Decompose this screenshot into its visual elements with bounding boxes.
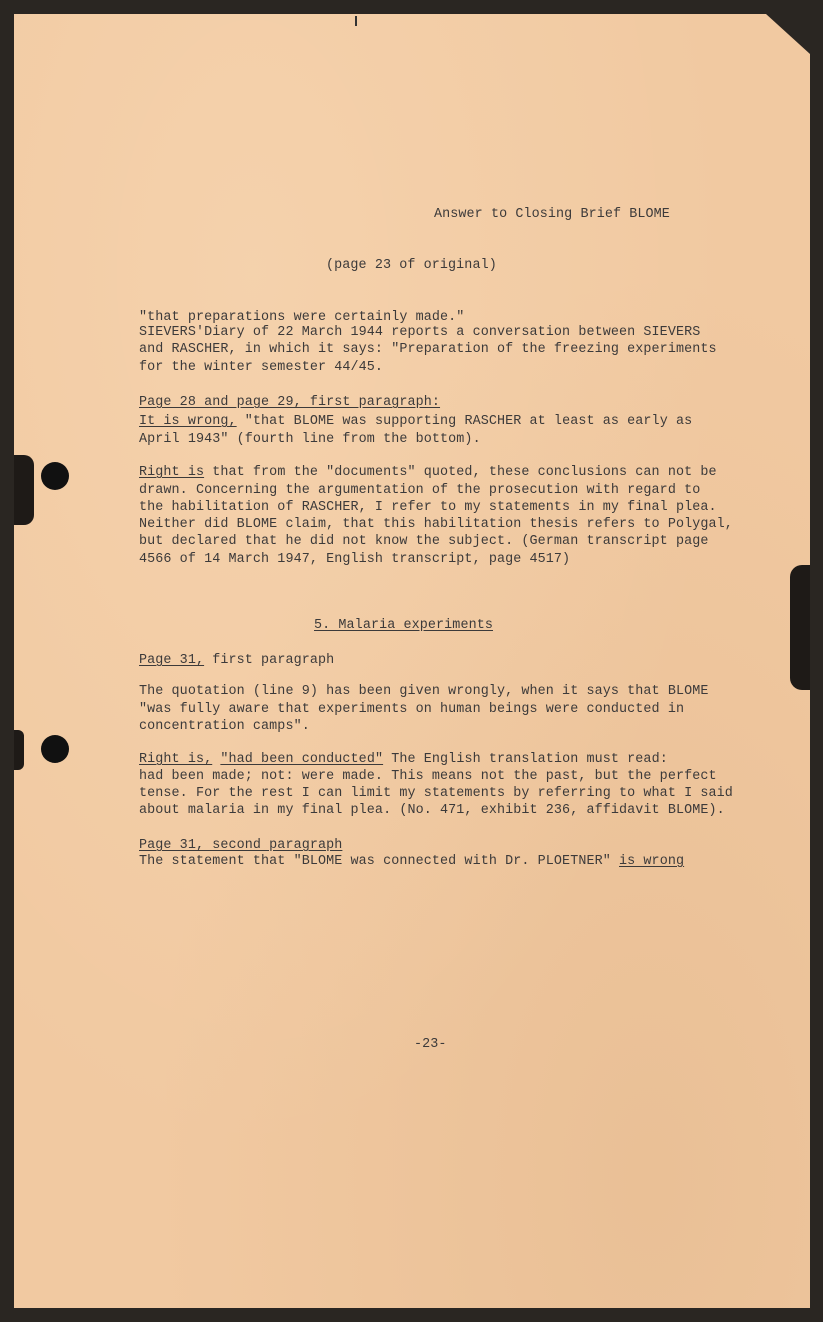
document-page (14, 14, 810, 1308)
wrong-line-2: April 1943" (fourth line from the bottom). (139, 432, 481, 447)
intro-line-4: for the winter semester 44/45. (139, 360, 384, 375)
right-line-1-rest: that from the "documents" quoted, these conclusions can not be (204, 465, 717, 480)
malaria-right-line-1-rest: The English translation must read: (383, 752, 668, 767)
malaria-right-label: Right is, (139, 752, 213, 767)
punch-hole-top (41, 462, 69, 490)
right-label: Right is (139, 465, 205, 480)
top-mark (355, 16, 357, 26)
quotation-line-1: The quotation (line 9) has been given wrongly, when it says that BLOME (139, 684, 709, 699)
wrong-line-1 (139, 413, 692, 431)
wrong-label: It is wrong, (139, 414, 237, 429)
section-heading-page-28-29: Page 28 and page 29, first paragraph: (139, 395, 441, 410)
page-reference: (page 23 of original) (326, 258, 497, 273)
section-heading-malaria: 5. Malaria experiments (314, 618, 493, 633)
page-31-first-paragraph (139, 652, 334, 670)
wrong-line-1-rest: "that BLOME was supporting RASCHER at least as early as (236, 414, 693, 429)
right-line-2: drawn. Concerning the argumentation of the prosecution with regard to (139, 483, 701, 498)
punch-hole-bottom (41, 735, 69, 763)
right-edge-tear (790, 565, 810, 690)
intro-line-2: SIEVERS'Diary of 22 March 1944 reports a conversation between SIEVERS (139, 325, 701, 340)
document-title: Answer to Closing Brief BLOME (434, 207, 670, 222)
malaria-right-quote: "had been conducted" (220, 752, 384, 767)
left-tear-top (14, 455, 34, 525)
right-line-4: Neither did BLOME claim, that this habilitation thesis refers to Polygal, (139, 517, 733, 532)
malaria-right-line-2: had been made; not: were made. This means not the past, but the perfect (139, 769, 717, 784)
left-tear-bottom (14, 730, 24, 770)
malaria-right-line-4: about malaria in my final plea. (No. 471, exhibit 236, affidavit BLOME). (139, 803, 725, 818)
right-line-3: the habilitation of RASCHER, I refer to my statements in my final plea. (139, 500, 717, 515)
page-31-label: Page 31, (139, 653, 205, 668)
statement-start: The statement that "BLOME was connected with Dr. PLOETNER" (139, 854, 620, 869)
intro-line-1: "that preparations were certainly made." (139, 310, 465, 325)
page-31-second-heading: Page 31, second paragraph (139, 838, 343, 853)
page-31-first-rest: first paragraph (204, 653, 335, 668)
quotation-line-2: "was fully aware that experiments on human beings were conducted in (139, 702, 685, 717)
statement-wrong: is wrong (619, 854, 685, 869)
right-line-6: 4566 of 14 March 1947, English transcript, page 4517) (139, 552, 571, 567)
right-line-1 (139, 464, 717, 482)
malaria-right-line-1 (139, 751, 668, 769)
page-number: -23- (414, 1037, 447, 1052)
malaria-right-line-3: tense. For the rest I can limit my statements by referring to what I said (139, 786, 733, 801)
right-line-5: but declared that he did not know the subject. (German transcript page (139, 534, 709, 549)
intro-line-3: and RASCHER, in which it says: "Preparation of the freezing experiments (139, 342, 717, 357)
quotation-line-3: concentration camps". (139, 719, 310, 734)
statement-line (139, 853, 684, 871)
